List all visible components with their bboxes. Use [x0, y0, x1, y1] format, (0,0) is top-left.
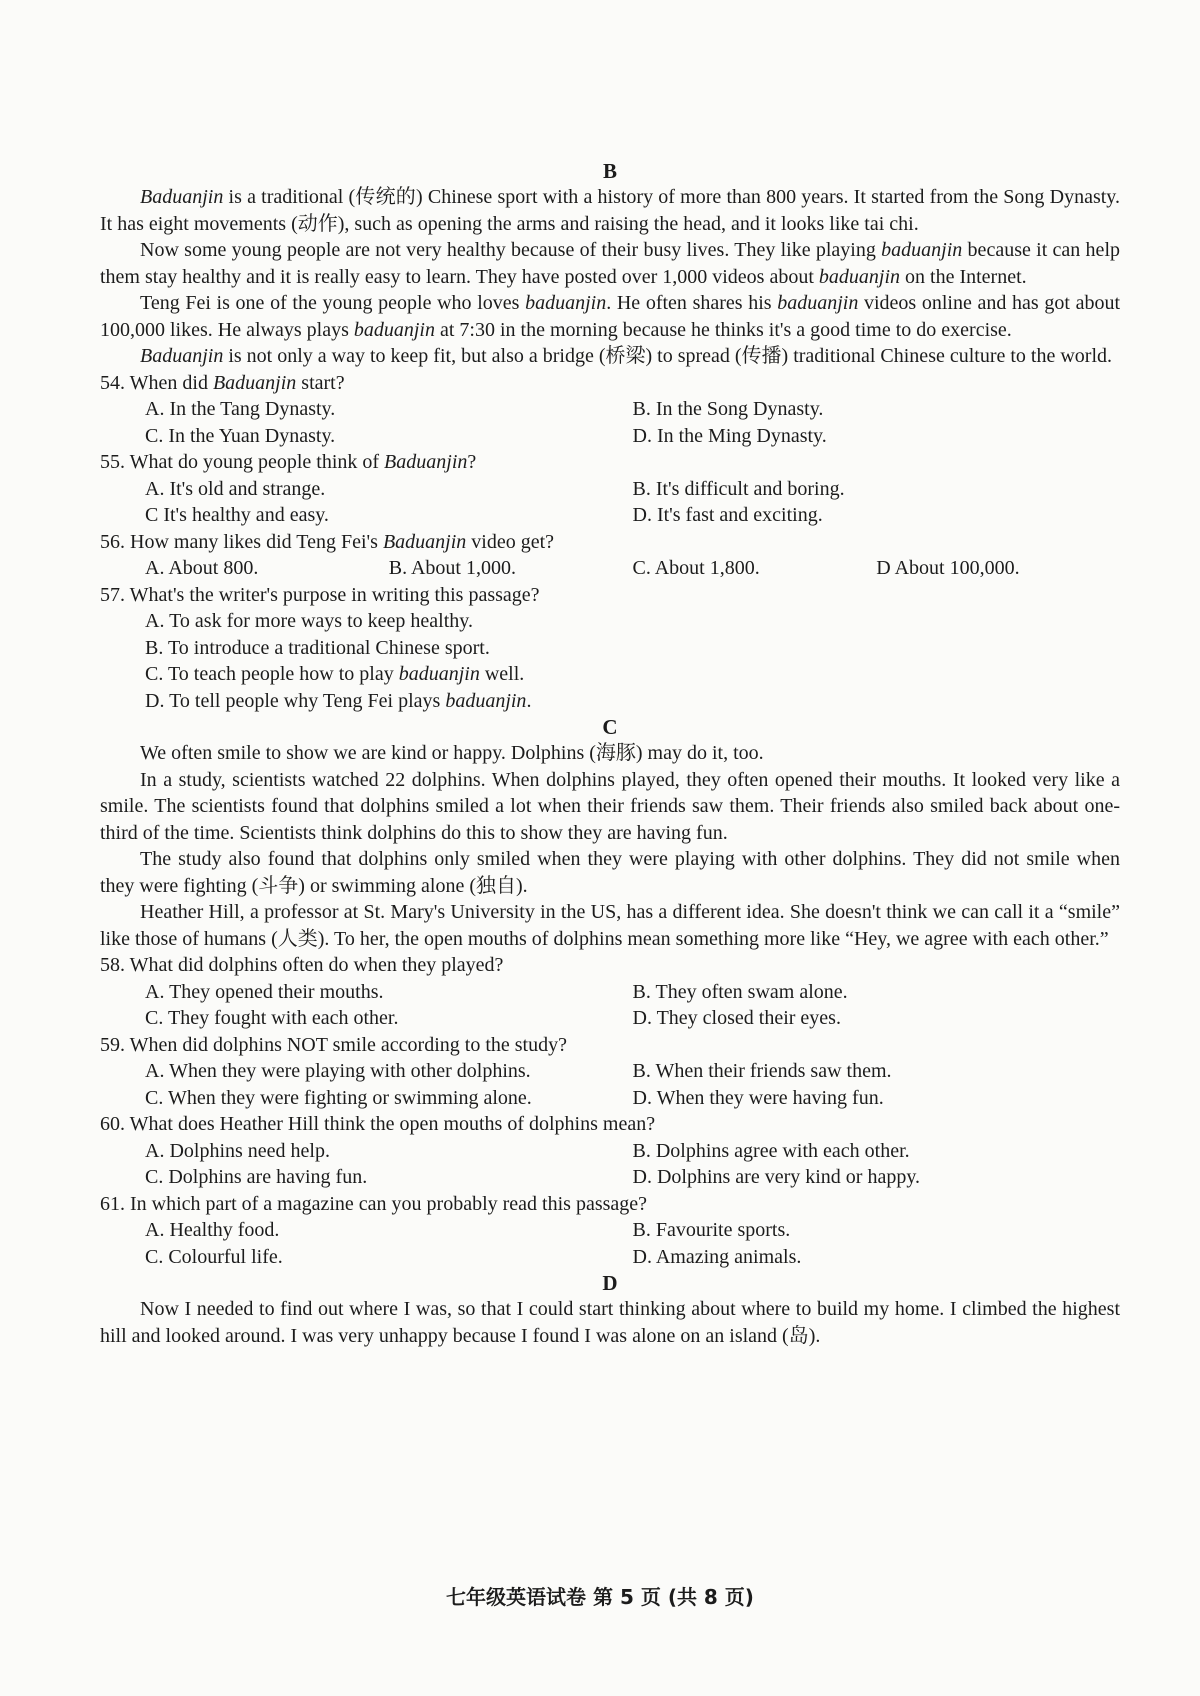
question-56-options: [100, 555, 1120, 582]
question-59-options: [100, 1058, 1120, 1111]
option-d: D. When they were having fun.: [632, 1086, 884, 1109]
page-footer: 七年级英语试卷 第 5 页 (共 8 页): [446, 1585, 754, 1609]
option-a: A. It's old and strange.: [145, 477, 326, 500]
question-57-options: [100, 608, 1120, 714]
section-b-title: B: [602, 159, 617, 183]
passage-b-paragraph-4: Baduanjin is not only a way to keep fit, but also a bridge (桥梁) to spread (传播) traditional Chinese culture to the world.: [140, 345, 1113, 367]
option-b: B. Favourite sports.: [632, 1219, 791, 1241]
option-b: B. Dolphins agree with each other.: [632, 1139, 910, 1162]
passage-c-paragraph-4: Heather Hill, a professor at St. Mary's University in the US, has a different idea. She doesn't think we can call it a “smile” like those of humans (人类). To her, the open mouths of dolphins mean something more like “Hey, we agree with each other.”: [100, 901, 1120, 950]
option-d: D. To tell people why Teng Fei plays baduanjin.: [145, 689, 532, 712]
question-55-options: [100, 476, 1120, 529]
option-a: A. In the Tang Dynasty.: [145, 398, 336, 420]
passage-b-paragraph-3: Teng Fei is one of the young people who loves baduanjin. He often shares his baduanjin videos online and has got about 100,000 likes. He always plays baduanjin at 7:30 in the morning because he thinks it's a good time to do exercise.: [100, 292, 1121, 341]
option-b: B. About 1,000.: [388, 557, 516, 579]
option-d: D. It's fast and exciting.: [632, 504, 823, 526]
passage-c-paragraph-2: In a study, scientists watched 22 dolphins. When dolphins played, they often opened their mouths. It looked very like a smile. The scientists found that dolphins smiled a lot when their friends saw them. Their friends also smiled back about one-third of the time. Scientists think dolphins do this to show they are having fun.: [100, 768, 1120, 844]
section-d-title: D: [602, 1271, 618, 1295]
option-d: D. In the Ming Dynasty.: [632, 424, 827, 447]
option-b: B. To introduce a traditional Chinese sport.: [145, 636, 490, 659]
question-60: 60. What does Heather Hill think the open mouths of dolphins mean?: [100, 1113, 656, 1135]
option-d: D. They closed their eyes.: [632, 1007, 841, 1029]
option-c: C. About 1,800.: [632, 557, 760, 579]
option-c: C. When they were fighting or swimming alone.: [145, 1086, 532, 1109]
option-d: D. Dolphins are very kind or happy.: [632, 1166, 921, 1188]
passage-b-paragraph-2: Now some young people are not very healthy because of their busy lives. They like playing baduanjin because it can help them stay healthy and it is really easy to learn. They have posted over 1,000 videos about baduanjin on the Internet.: [100, 239, 1120, 288]
question-57: 57. What's the writer's purpose in writing this passage?: [100, 583, 540, 606]
option-a: A. When they were playing with other dolphins.: [145, 1060, 531, 1082]
option-a: A. To ask for more ways to keep healthy.: [145, 610, 473, 632]
option-b: B. In the Song Dynasty.: [632, 398, 824, 420]
passage-d-paragraph-1: Now I needed to find out where I was, so that I could start thinking about where to build my home. I climbed the highest hill and looked around. I was very unhappy because I found I was alone on an island (岛).: [100, 1298, 1120, 1347]
question-60-options: [100, 1138, 1120, 1191]
option-a: A. About 800.: [145, 557, 259, 579]
passage-c-paragraph-3: The study also found that dolphins only smiled when they were playing with other dolphins. They did not smile when they were fighting (斗争) or swimming alone (独自).: [100, 848, 1120, 897]
option-c: C It's healthy and easy.: [145, 504, 329, 526]
question-55: 55. What do young people think of Baduanjin?: [100, 451, 477, 473]
section-c-title: C: [602, 715, 618, 739]
page-content: [100, 158, 1120, 1349]
option-c: C. Colourful life.: [145, 1245, 283, 1268]
question-58: 58. What did dolphins often do when they played?: [100, 954, 504, 976]
option-a: A. Healthy food.: [145, 1219, 280, 1241]
passage-c-paragraph-1: We often smile to show we are kind or happy. Dolphins (海豚) may do it, too.: [140, 742, 764, 764]
option-b: B. They often swam alone.: [632, 980, 848, 1003]
option-c: C. In the Yuan Dynasty.: [145, 424, 336, 447]
question-61: 61. In which part of a magazine can you probably read this passage?: [100, 1192, 648, 1215]
question-56: 56. How many likes did Teng Fei's Baduanjin video get?: [100, 530, 555, 553]
option-c: C. Dolphins are having fun.: [145, 1166, 368, 1188]
question-61-options: [100, 1217, 1120, 1270]
question-59: 59. When did dolphins NOT smile according to the study?: [100, 1033, 567, 1056]
passage-b-paragraph-1: Baduanjin is a traditional (传统的) Chinese sport with a history of more than 800 years. It started from the Song Dynasty. It has eight movements (动作), such as opening the arms and raising the head, and it looks like tai chi.: [100, 186, 1120, 235]
option-b: B. When their friends saw them.: [632, 1060, 892, 1082]
question-54: 54. When did Baduanjin start?: [100, 371, 345, 394]
option-a: A. Dolphins need help.: [145, 1139, 330, 1162]
option-b: B. It's difficult and boring.: [632, 477, 845, 500]
option-c: C. They fought with each other.: [145, 1007, 399, 1029]
option-d: D About 100,000.: [876, 557, 1020, 579]
option-d: D. Amazing animals.: [632, 1245, 802, 1268]
question-54-options: [100, 396, 1120, 449]
option-a: A. They opened their mouths.: [145, 980, 384, 1003]
question-58-options: [100, 979, 1120, 1032]
option-c: C. To teach people how to play baduanjin well.: [145, 663, 525, 685]
